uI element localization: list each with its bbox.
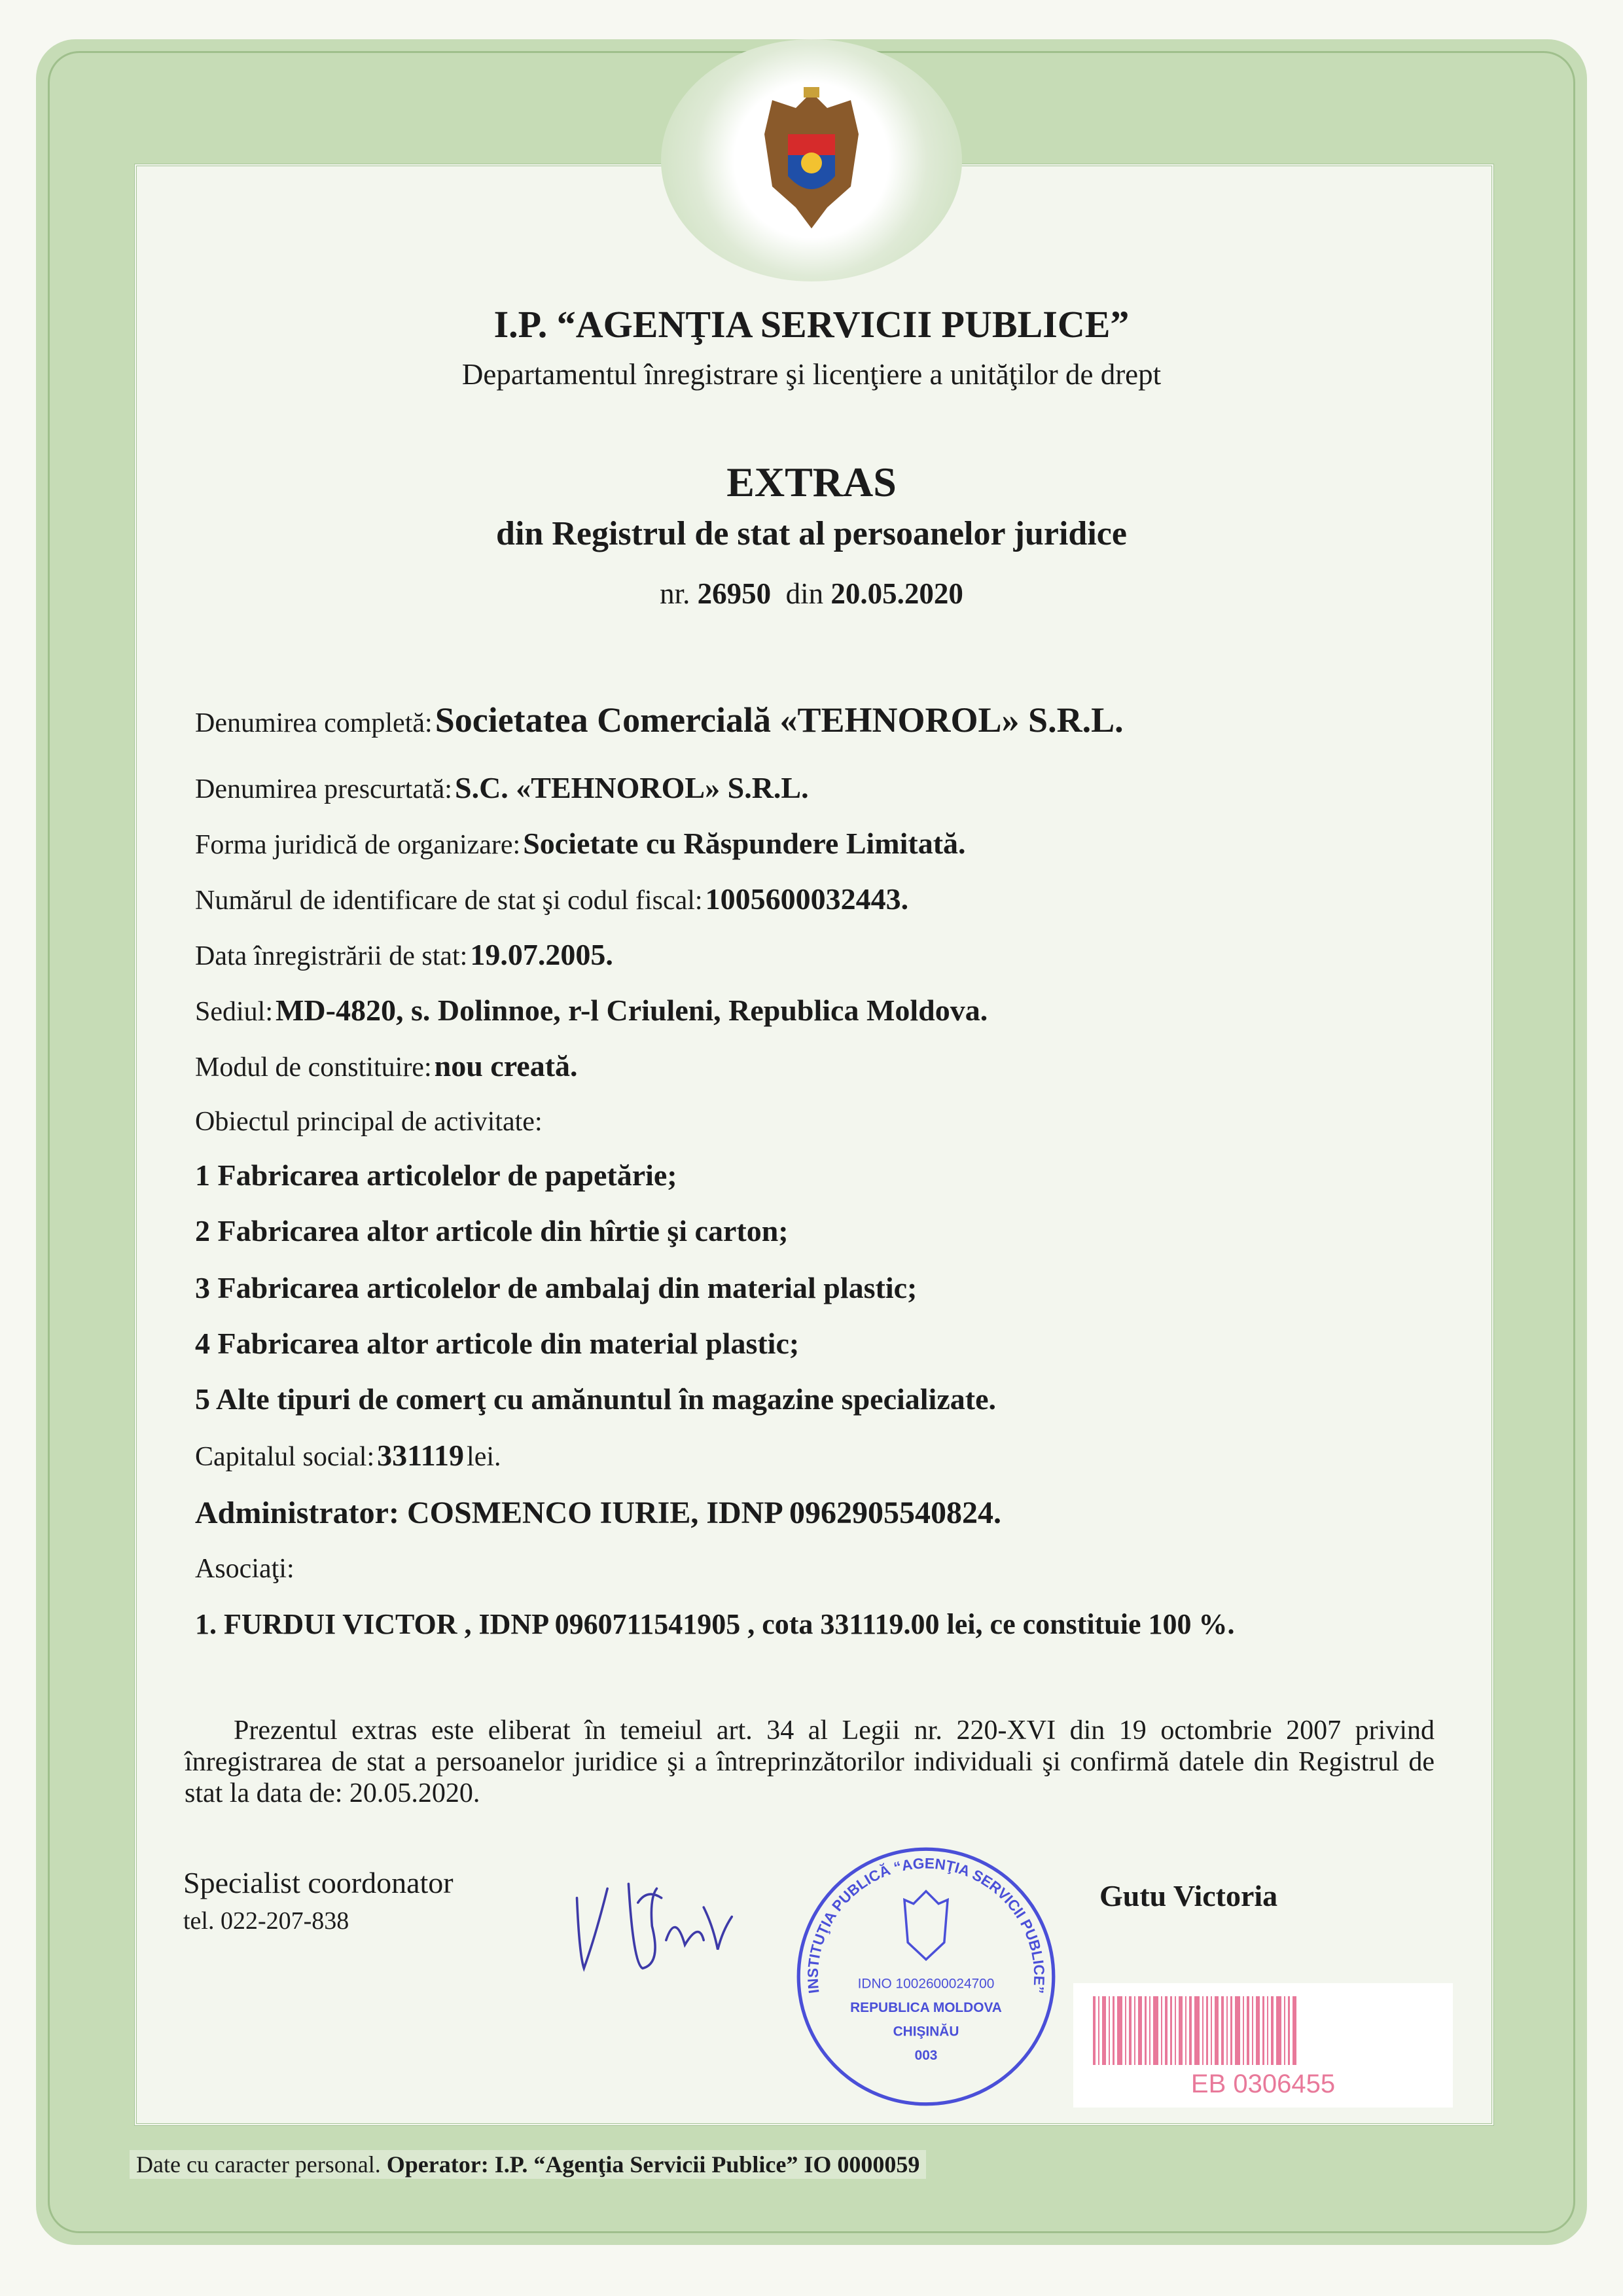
activity-label: Obiectul principal de activitate:	[195, 1107, 543, 1137]
capital-unit: lei.	[467, 1442, 501, 1472]
stamp-city: CHIŞINĂU	[893, 2024, 959, 2039]
barcode-bar	[1149, 1996, 1150, 2065]
barcode-bars	[1093, 1996, 1433, 2065]
barcode-bar	[1145, 1996, 1147, 2065]
barcode-bar	[1153, 1996, 1158, 2065]
barcode-bar	[1293, 1996, 1296, 2065]
field-label: Sediul:	[195, 997, 274, 1027]
signatory-role: Specialist coordonator	[183, 1866, 454, 1899]
date-value: 20.05.2020	[830, 577, 963, 610]
barcode-bar	[1185, 1996, 1186, 2065]
associates-label: Asociaţi:	[195, 1554, 294, 1584]
barcode-bar	[1117, 1996, 1122, 2065]
barcode-bar	[1276, 1996, 1281, 2065]
activity-item: 2 Fabricarea altor articole din hîrtie şi carton;	[195, 1214, 789, 1247]
barcode-bar	[1202, 1996, 1204, 2065]
barcode-bar	[1221, 1996, 1224, 2065]
barcode-bar	[1129, 1996, 1132, 2065]
signatory-name: Gutu Victoria	[1099, 1879, 1278, 1912]
barcode-bar	[1125, 1996, 1126, 2065]
field-value: Societate cu Răspundere Limitată.	[523, 827, 966, 860]
stamp-outer-text: INSTITUŢIA PUBLICĂ “AGENŢIA SERVICII PUBLICE”	[804, 1855, 1048, 1995]
barcode-bar	[1267, 1996, 1268, 2065]
activity-item: 3 Fabricarea articolelor de ambalaj din material plastic;	[195, 1271, 918, 1304]
signatory-phone: tel. 022-207-838	[183, 1907, 349, 1935]
footer-note	[130, 2150, 926, 2179]
barcode-bar	[1161, 1996, 1162, 2065]
barcode-bar	[1102, 1996, 1106, 2065]
moldova-coat-of-arms-icon	[746, 82, 877, 239]
capital-value: 331119	[377, 1439, 465, 1472]
agency-name: I.P. “AGENŢIA SERVICII PUBLICE”	[493, 303, 1130, 346]
barcode-bar	[1194, 1996, 1200, 2065]
barcode-bar	[1252, 1996, 1253, 2065]
handwritten-signature	[563, 1859, 779, 2003]
footer-operator: Operator: I.P. “Agenţia Servicii Publice” IO 0000059	[386, 2151, 920, 2178]
barcode-number: EB 0306455	[1190, 2070, 1336, 2098]
field-full-name	[195, 699, 1124, 750]
administrator: Administrator: COSMENCO IURIE, IDNP 0962905540824.	[195, 1496, 1002, 1530]
barcode-bar	[1134, 1996, 1135, 2065]
field-value: S.C. «TEHNOROL» S.R.L.	[454, 771, 809, 804]
field-registration-date	[195, 934, 613, 983]
stamp-idno: IDNO 1002600024700	[857, 1976, 995, 1992]
nr-value: 26950	[697, 577, 772, 610]
barcode-bar	[1211, 1996, 1212, 2065]
barcode-bar	[1247, 1996, 1249, 2065]
barcode-bar	[1262, 1996, 1264, 2065]
associate-item: 1. FURDUI VICTOR , IDNP 0960711541905 , cota 331119.00 lei, ce constituie 100 %.	[195, 1608, 1235, 1640]
activity-item: 4 Fabricarea altor articole din material plastic;	[195, 1327, 800, 1360]
barcode-bar	[1165, 1996, 1168, 2065]
field-label: Numărul de identificare de stat şi codul fiscal:	[195, 886, 703, 916]
date-label: din	[785, 577, 824, 610]
statement-paragraph: Prezentul extras este eliberat în temeiul art. 34 al Legii nr. 220-XVI din 19 octombrie 2007 privind înregistrarea de stat a persoanelor juridice şi a întreprinzătorilor individuali şi confirmă datele din Registrul de stat la data de: 20.05.2020.	[185, 1715, 1435, 1808]
document-title: EXTRAS	[726, 459, 897, 505]
barcode	[1073, 1983, 1453, 2108]
barcode-bar	[1215, 1996, 1219, 2065]
field-value: 1005600032443.	[705, 882, 909, 916]
barcode-bar	[1243, 1996, 1244, 2065]
field-label: Denumirea prescurtată:	[195, 774, 452, 804]
field-constitution-mode	[195, 1045, 578, 1094]
stamp-number: 003	[914, 2047, 938, 2063]
field-idno	[195, 878, 908, 927]
barcode-bar	[1175, 1996, 1176, 2065]
field-value: 19.07.2005.	[470, 938, 613, 971]
nr-label: nr.	[660, 577, 690, 610]
field-label: Data înregistrării de stat:	[195, 941, 468, 971]
barcode-bar	[1271, 1996, 1274, 2065]
field-value: nou creată.	[434, 1049, 578, 1083]
footer-prefix: Date cu caracter personal.	[136, 2151, 381, 2178]
activity-item: 5 Alte tipuri de comerţ cu amănuntul în magazine specializate.	[195, 1382, 996, 1416]
barcode-bar	[1098, 1996, 1099, 2065]
official-stamp	[795, 1846, 1057, 2108]
document-number-line	[0, 576, 1623, 611]
barcode-bar	[1206, 1996, 1208, 2065]
barcode-bar	[1288, 1996, 1290, 2065]
field-value: MD-4820, s. Dolinnoe, r-l Criuleni, Republica Moldova.	[276, 994, 988, 1027]
field-address	[195, 990, 988, 1039]
barcode-bar	[1179, 1996, 1183, 2065]
barcode-bar	[1189, 1996, 1192, 2065]
capital-line	[195, 1435, 501, 1484]
barcode-bar	[1170, 1996, 1172, 2065]
field-label: Modul de constituire:	[195, 1052, 432, 1083]
barcode-bar	[1138, 1996, 1142, 2065]
field-value: Societatea Comercială «TEHNOROL» S.R.L.	[435, 700, 1124, 740]
field-label: Forma juridică de organizare:	[195, 830, 521, 860]
svg-text:INSTITUŢIA PUBLICĂ “AGENŢIA SE	[805, 1856, 1048, 1995]
activity-item: 1 Fabricarea articolelor de papetărie;	[195, 1158, 677, 1192]
barcode-bar	[1226, 1996, 1228, 2065]
stamp-country: REPUBLICA MOLDOVA	[850, 2000, 1002, 2015]
barcode-bar	[1093, 1996, 1096, 2065]
field-label: Denumirea completă:	[195, 708, 433, 738]
barcode-bar	[1230, 1996, 1232, 2065]
barcode-bar	[1113, 1996, 1115, 2065]
barcode-bar	[1109, 1996, 1110, 2065]
barcode-bar	[1235, 1996, 1240, 2065]
department-name: Departamentul înregistrare şi licenţiere a unităţilor de drept	[461, 358, 1162, 391]
capital-label: Capitalul social:	[195, 1442, 375, 1472]
document-subtitle: din Registrul de stat al persoanelor juridice	[496, 515, 1127, 552]
field-legal-form	[195, 823, 966, 872]
field-short-name	[195, 767, 809, 816]
barcode-bar	[1256, 1996, 1260, 2065]
barcode-bar	[1284, 1996, 1285, 2065]
